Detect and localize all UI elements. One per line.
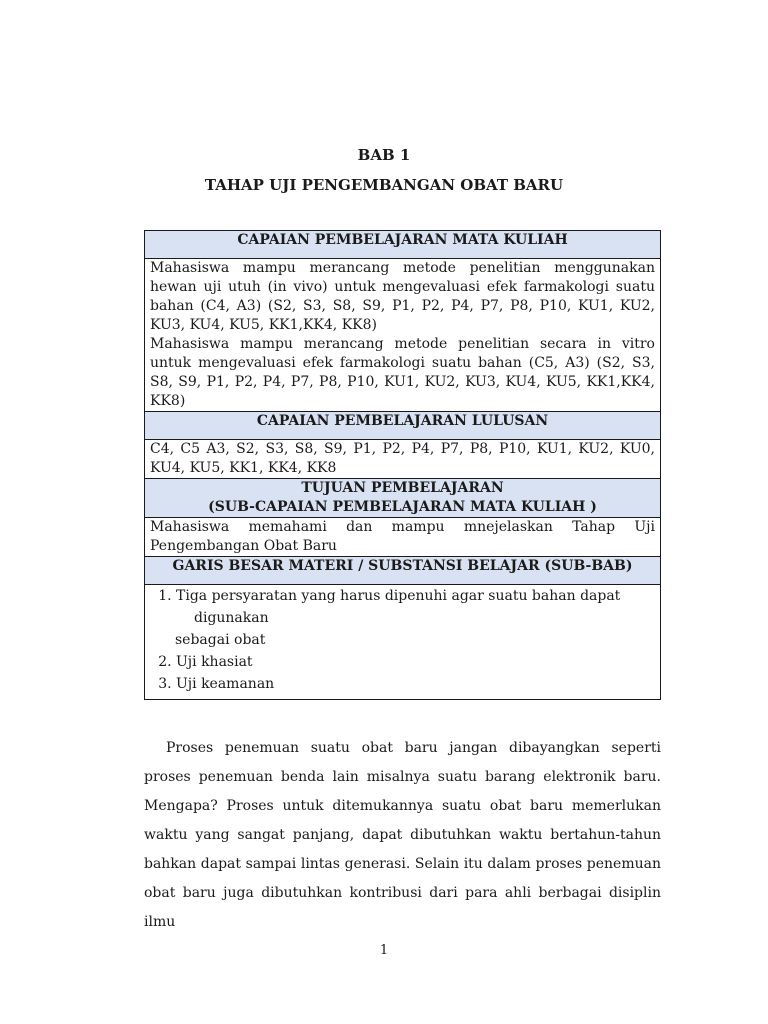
- tp-text: Mahasiswa memahami dan mampu mnejelaskan Tahap Uji Pengembangan Obat Baru: [150, 519, 655, 554]
- tp-header: [145, 479, 661, 518]
- tp-header-line2: (SUB-CAPAIAN PEMBELAJARAN MATA KULIAH ): [208, 499, 597, 515]
- gbm-item-1-line2: digunakan: [194, 610, 269, 626]
- body-paragraph: [144, 734, 661, 937]
- paragraph-text: Proses penemuan suatu obat baru jangan dibayangkan seperti proses penemuan benda lain misalnya suatu barang elektronik baru. Mengapa? Proses untuk ditemukannya suatu obat baru memerlukan waktu yang sangat panjang, dapat dibutuhkan waktu bertahun-tahun bahkan dapat sampai lintas generasi. Selain itu dalam proses penemuan obat baru juga dibutuhkan kontribusi dari para ahli berbagai disiplin ilmu: [144, 740, 661, 930]
- chapter-title: TAHAP UJI PENGEMBANGAN OBAT BARU: [204, 176, 564, 194]
- cpmk-cell: [145, 259, 661, 412]
- cpmk-item: Mahasiswa mampu merancang metode penelitian secara in vitro untuk mengevaluasi efek farmakologi suatu bahan (C5, A3) (S2, S3, S8, S9, P1, P2, P4, P7, P8, P10, KU1, KU2, KU3, KU4, KU5, KK1,KK4, KK8): [150, 336, 655, 409]
- cpmk-header: CAPAIAN PEMBELAJARAN MATA KULIAH: [145, 231, 661, 259]
- gbm-item-2: Uji khasiat: [176, 654, 253, 670]
- cpl-header: CAPAIAN PEMBELAJARAN LULUSAN: [145, 412, 661, 440]
- chapter-number: BAB 1: [357, 146, 411, 164]
- cpl-text: C4, C5 A3, S2, S3, S8, S9, P1, P2, P4, P7, P8, P10, KU1, KU2, KU0, KU4, KU5, KK1, KK4, KK8: [150, 441, 655, 476]
- list-item: [176, 585, 655, 651]
- gbm-item-1-line1: Tiga persyaratan yang harus dipenuhi agar suatu bahan dapat: [176, 588, 621, 604]
- page-number: 1: [379, 943, 389, 958]
- gbm-header: GARIS BESAR MATERI / SUBSTANSI BELAJAR (SUB-BAB): [145, 557, 661, 585]
- gbm-item-1-line3: sebagai obat: [175, 632, 266, 648]
- tp-header-line1: TUJUAN PEMBELAJARAN: [301, 480, 504, 496]
- cpmk-item: Mahasiswa mampu merancang metode penelitian menggunakan hewan uji utuh (in vivo) untuk mengevaluasi efek farmakologi suatu bahan (C4, A3) (S2, S3, S8, S9, P1, P2, P4, P7, P8, P10, KU1, KU2, KU3, KU4, KU5, KK1,KK4, KK8): [150, 260, 655, 333]
- tp-cell: [145, 518, 661, 557]
- list-item: [176, 673, 655, 695]
- gbm-item-3: Uji keamanan: [176, 676, 275, 692]
- learning-outcomes-table: [144, 230, 661, 700]
- list-item: [176, 651, 655, 673]
- gbm-cell: [145, 585, 661, 700]
- cpl-cell: [145, 440, 661, 479]
- gbm-list: [150, 585, 655, 699]
